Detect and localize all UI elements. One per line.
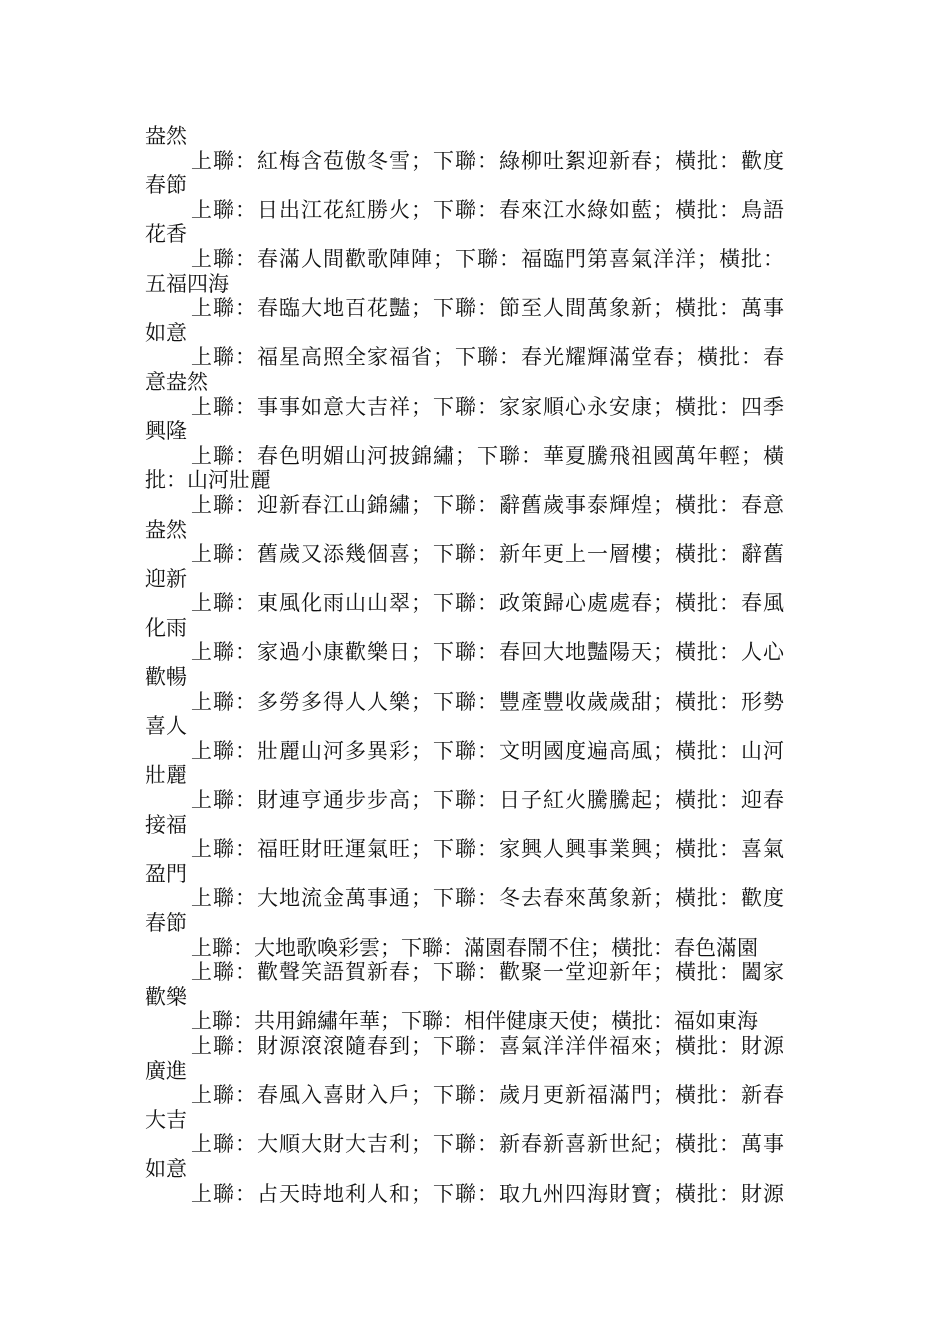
- text-line: 喜人: [145, 714, 187, 739]
- text-line: 廣進: [145, 1058, 187, 1083]
- couplet-line: 上聯：大地歌喚彩雲；下聯：滿園春鬧不住；橫批：春色滿園: [191, 935, 758, 960]
- couplet-line: 上聯：春色明媚山河披錦繡；下聯：華夏騰飛祖國萬年輕；橫: [191, 443, 785, 468]
- couplet-line: 上聯：共用錦繡年華；下聯：相伴健康天使；橫批：福如東海: [191, 1009, 758, 1034]
- text-line: 化雨: [145, 615, 187, 640]
- couplet-line: 上聯：占天時地利人和；下聯：取九州四海財寶；橫批：財源: [191, 1181, 785, 1206]
- text-line: 壯麗: [145, 763, 187, 788]
- couplet-line: 上聯：日出江花紅勝火；下聯：春來江水綠如藍；橫批：鳥語: [191, 197, 785, 222]
- text-line: 盎然: [145, 517, 187, 542]
- couplet-line: 上聯：春滿人間歡歌陣陣；下聯：福臨門第喜氣洋洋；橫批：: [191, 246, 785, 271]
- text-line: 盈門: [145, 861, 187, 886]
- text-line: 接福: [145, 812, 187, 837]
- text-line: 春節: [145, 173, 187, 198]
- text-line: 大吉: [145, 1107, 187, 1132]
- couplet-line: 上聯：福星高照全家福省；下聯：春光耀輝滿堂春；橫批：春: [191, 345, 785, 370]
- couplet-line: 上聯：紅梅含苞傲冬雪；下聯：綠柳吐絮迎新春；橫批：歡度: [191, 148, 785, 173]
- text-line: 歡暢: [145, 665, 187, 690]
- text-line: 如意: [145, 320, 187, 345]
- couplet-line: 上聯：春風入喜財入戶；下聯：歲月更新福滿門；橫批：新春: [191, 1083, 785, 1108]
- text-line: 迎新: [145, 566, 187, 591]
- couplet-line: 上聯：財連亨通步步高；下聯：日子紅火騰騰起；橫批：迎春: [191, 788, 785, 813]
- couplet-line: 上聯：財源滾滾隨春到；下聯：喜氣洋洋伴福來；橫批：財源: [191, 1033, 785, 1058]
- couplet-line: 上聯：事事如意大吉祥；下聯：家家順心永安康；橫批：四季: [191, 394, 785, 419]
- couplet-line: 上聯：東風化雨山山翠；下聯：政策歸心處處春；橫批：春風: [191, 591, 785, 616]
- text-line: 如意: [145, 1156, 187, 1181]
- couplet-line: 上聯：歡聲笑語賀新春；下聯：歡聚一堂迎新年；橫批：闔家: [191, 960, 785, 985]
- couplet-line: 上聯：大順大財大吉利；下聯：新春新喜新世紀；橫批：萬事: [191, 1132, 785, 1157]
- text-line: 批：山河壯麗: [145, 468, 271, 493]
- couplet-line: 上聯：福旺財旺運氣旺；下聯：家興人興事業興；橫批：喜氣: [191, 837, 785, 862]
- couplet-line: 上聯：家過小康歡樂日；下聯：春回大地豔陽天；橫批：人心: [191, 640, 785, 665]
- couplet-line: 上聯：大地流金萬事通；下聯：冬去春來萬象新；橫批：歡度: [191, 886, 785, 911]
- text-line: 興隆: [145, 419, 187, 444]
- text-line: 意盎然: [145, 369, 208, 394]
- couplet-line: 上聯：迎新春江山錦繡；下聯：辭舊歲事泰輝煌；橫批：春意: [191, 492, 785, 517]
- couplet-line: 上聯：舊歲又添幾個喜；下聯：新年更上一層樓；橫批：辭舊: [191, 542, 785, 567]
- couplet-line: 上聯：春臨大地百花豔；下聯：節至人間萬象新；橫批：萬事: [191, 296, 785, 321]
- text-line: 五福四海: [145, 271, 229, 296]
- text-line: 盎然: [145, 124, 187, 148]
- couplet-line: 上聯：壯麗山河多異彩；下聯：文明國度遍高風；橫批：山河: [191, 738, 785, 763]
- couplet-line: 上聯：多勞多得人人樂；下聯：豐產豐收歲歲甜；橫批：形勢: [191, 689, 785, 714]
- couplet-text-body: [145, 124, 810, 1206]
- text-line: 歡樂: [145, 984, 187, 1009]
- text-line: 花香: [145, 222, 187, 247]
- text-line: 春節: [145, 911, 187, 935]
